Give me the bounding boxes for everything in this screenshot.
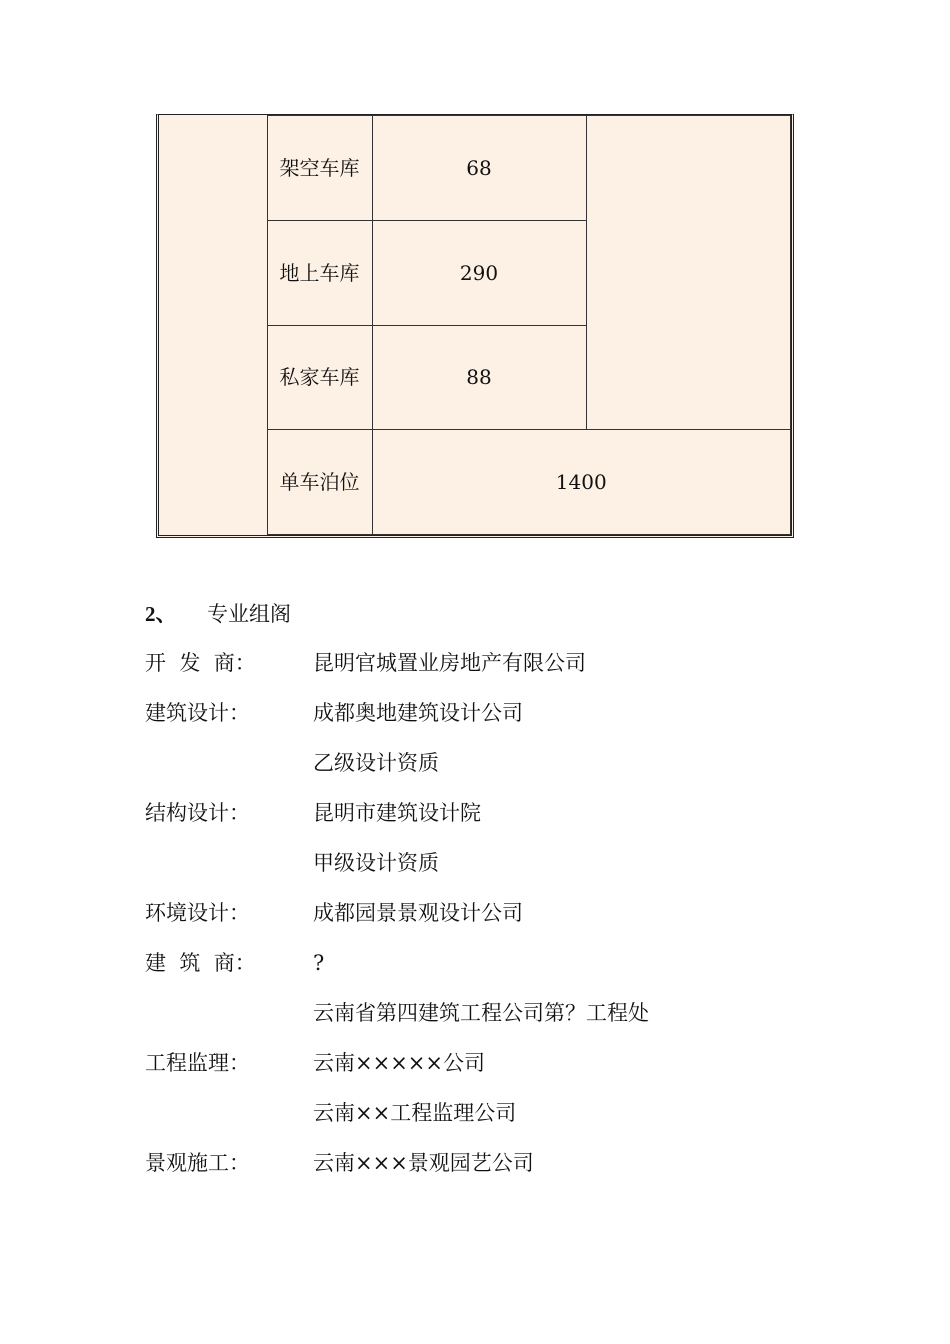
table-cell-value: 1400 xyxy=(372,430,791,535)
entry-value: 昆明官城置业房地产有限公司 xyxy=(313,651,586,675)
entry-value: ? xyxy=(313,951,325,975)
entry-value: 云南×××××公司 xyxy=(313,1051,485,1075)
entry-value: 云南××工程监理公司 xyxy=(313,1101,517,1125)
entry-value: 成都园景景观设计公司 xyxy=(313,901,523,925)
parking-table xyxy=(156,114,794,538)
entry-value: 乙级设计资质 xyxy=(313,751,439,775)
entry-key: 工程监理： xyxy=(145,1051,250,1075)
entry-key: 建 筑 商： xyxy=(145,951,256,975)
table-empty-cell xyxy=(159,116,267,535)
entry-key: 开 发 商： xyxy=(145,651,256,675)
entry-value: 昆明市建筑设计院 xyxy=(313,801,481,825)
entry-value: 成都奥地建筑设计公司 xyxy=(313,701,523,725)
table-row xyxy=(159,116,791,221)
entry-key: 环境设计： xyxy=(145,901,250,925)
table-cell-label: 单车泊位 xyxy=(267,430,372,535)
entry-value: 云南×××景观园艺公司 xyxy=(313,1151,534,1175)
table-cell-value: 290 xyxy=(372,220,586,325)
section-title: 专业组阁 xyxy=(207,602,291,626)
entry-value: 甲级设计资质 xyxy=(313,851,439,875)
table-cell-label: 私家车库 xyxy=(267,325,372,430)
table-cell-value: 68 xyxy=(372,116,586,221)
entry-key: 景观施工： xyxy=(145,1151,250,1175)
section-heading xyxy=(145,598,291,628)
table-cell-value: 88 xyxy=(372,325,586,430)
table-empty-cell xyxy=(586,116,791,430)
entry-key: 建筑设计： xyxy=(145,701,250,725)
table-cell-label: 架空车库 xyxy=(267,116,372,221)
section-number: 2、 xyxy=(145,602,177,626)
parking-table-grid xyxy=(159,115,791,535)
table-cell-label: 地上车库 xyxy=(267,220,372,325)
entry-key: 结构设计： xyxy=(145,801,250,825)
entry-value: 云南省第四建筑工程公司第？工程处 xyxy=(313,1001,649,1025)
